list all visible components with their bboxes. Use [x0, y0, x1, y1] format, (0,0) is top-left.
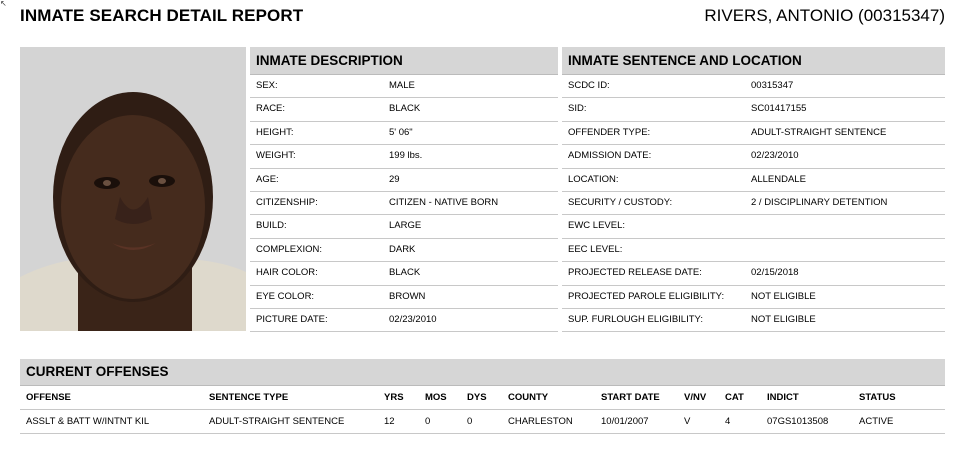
sentence-label: SCDC ID:: [568, 80, 610, 91]
description-row: [250, 98, 558, 121]
description-value: BLACK: [389, 267, 421, 279]
description-label: HEIGHT:: [256, 126, 294, 138]
sentence-label: OFFENDER TYPE:: [568, 126, 651, 138]
description-row: [250, 239, 558, 262]
offense-cell: ASSLT & BATT W/INTNT KIL: [26, 416, 150, 427]
sentence-value: ALLENDALE: [751, 173, 806, 185]
description-row: [250, 122, 558, 145]
yrs-cell: 12: [384, 416, 395, 427]
column-header-start-date: START DATE: [601, 392, 660, 403]
column-header-mos: MOS: [425, 392, 447, 403]
sentence-value: 02/15/2018: [751, 267, 799, 279]
description-label: PICTURE DATE:: [256, 313, 328, 325]
inmate-photo: [20, 47, 246, 331]
column-header-county: COUNTY: [508, 392, 549, 403]
county-cell: CHARLESTON: [508, 416, 573, 427]
column-header-cat: CAT: [725, 392, 744, 403]
description-header: INMATE DESCRIPTION: [250, 47, 558, 75]
description-row: [250, 309, 558, 332]
sentence-value: NOT ELIGIBLE: [751, 290, 816, 302]
sentence-row: [562, 122, 945, 145]
column-header-status: STATUS: [859, 392, 896, 403]
description-value: LARGE: [389, 220, 422, 232]
description-value: BLACK: [389, 103, 421, 115]
description-label: WEIGHT:: [256, 150, 296, 162]
offenses-column-headers: [20, 386, 945, 410]
sentence-value: 00315347: [751, 80, 794, 91]
sentence-value: 2 / DISCIPLINARY DETENTION: [751, 196, 888, 208]
column-header-yrs: YRS: [384, 392, 404, 403]
sentence-row: [562, 309, 945, 332]
sentence-label: PROJECTED PAROLE ELIGIBILITY:: [568, 290, 725, 302]
inmate-name-heading: RIVERS, ANTONIO (00315347): [704, 6, 945, 25]
description-value: CITIZEN - NATIVE BORN: [389, 196, 499, 208]
column-header-offense: OFFENSE: [26, 392, 71, 403]
description-value: 02/23/2010: [389, 313, 437, 325]
description-row: [250, 215, 558, 238]
report-title: INMATE SEARCH DETAIL REPORT: [20, 6, 304, 25]
vnv-cell: V: [684, 416, 691, 427]
description-label: BUILD:: [256, 220, 287, 232]
sentence-row: [562, 75, 945, 98]
description-label: COMPLEXION:: [256, 243, 322, 255]
current-offenses-table: [20, 359, 945, 434]
sentence-label: ADMISSION DATE:: [568, 150, 652, 162]
description-label: EYE COLOR:: [256, 290, 315, 302]
description-label: AGE:: [256, 173, 279, 185]
sentence-value: [751, 239, 945, 261]
sentence-label: EEC LEVEL:: [568, 243, 623, 255]
offenses-header: CURRENT OFFENSES: [20, 359, 945, 386]
inmate-description-panel: [250, 47, 558, 332]
sentence-row: [562, 98, 945, 121]
sentence-label: SUP. FURLOUGH ELIGIBILITY:: [568, 313, 703, 325]
column-header-indict: INDICT: [767, 392, 799, 403]
sentence-row: [562, 145, 945, 168]
cat-cell: 4: [725, 416, 731, 427]
sentence-value: 02/23/2010: [751, 150, 799, 162]
start-date-cell: 10/01/2007: [601, 416, 649, 427]
sentence-value: ADULT-STRAIGHT SENTENCE: [751, 126, 887, 138]
description-label: CITIZENSHIP:: [256, 196, 318, 208]
description-value: BROWN: [389, 290, 426, 302]
description-row: [250, 286, 558, 309]
column-header-dys: DYS: [467, 392, 487, 403]
sentence-label: LOCATION:: [568, 173, 619, 185]
indict-cell: 07GS1013508: [767, 416, 829, 427]
sentence-value: NOT ELIGIBLE: [751, 313, 816, 325]
description-row: [250, 262, 558, 285]
sentence-row: [562, 239, 945, 262]
status-cell: ACTIVE: [859, 416, 894, 427]
description-label: HAIR COLOR:: [256, 267, 318, 279]
sentence-row: [562, 215, 945, 238]
description-value: 5' 06": [389, 126, 413, 138]
description-row: [250, 75, 558, 98]
description-label: SEX:: [256, 80, 278, 91]
description-value: 199 lbs.: [389, 150, 423, 162]
sentence-label: SID:: [568, 103, 587, 115]
sentence-label: EWC LEVEL:: [568, 220, 626, 232]
description-value: 29: [389, 173, 400, 185]
sentence-row: [562, 286, 945, 309]
sentence-row: [562, 262, 945, 285]
sentence-location-panel: [562, 47, 945, 332]
sentence-value: [751, 215, 945, 237]
description-value: MALE: [389, 80, 415, 91]
cursor-arrow-icon: ↖: [0, 0, 7, 8]
dys-cell: 0: [467, 416, 473, 427]
sentence-type-cell: ADULT-STRAIGHT SENTENCE: [209, 416, 345, 427]
sentence-label: PROJECTED RELEASE DATE:: [568, 267, 702, 279]
column-header-sentence-type: SENTENCE TYPE: [209, 392, 289, 403]
sentence-header: INMATE SENTENCE AND LOCATION: [562, 47, 945, 75]
table-row: [20, 410, 945, 434]
sentence-label: SECURITY / CUSTODY:: [568, 196, 673, 208]
description-row: [250, 145, 558, 168]
description-value: DARK: [389, 243, 416, 255]
sentence-row: [562, 169, 945, 192]
description-row: [250, 169, 558, 192]
description-label: RACE:: [256, 103, 286, 115]
description-row: [250, 192, 558, 215]
mos-cell: 0: [425, 416, 431, 427]
column-header-vnv: V/NV: [684, 392, 707, 403]
sentence-row: [562, 192, 945, 215]
sentence-value: SC01417155: [751, 103, 807, 115]
